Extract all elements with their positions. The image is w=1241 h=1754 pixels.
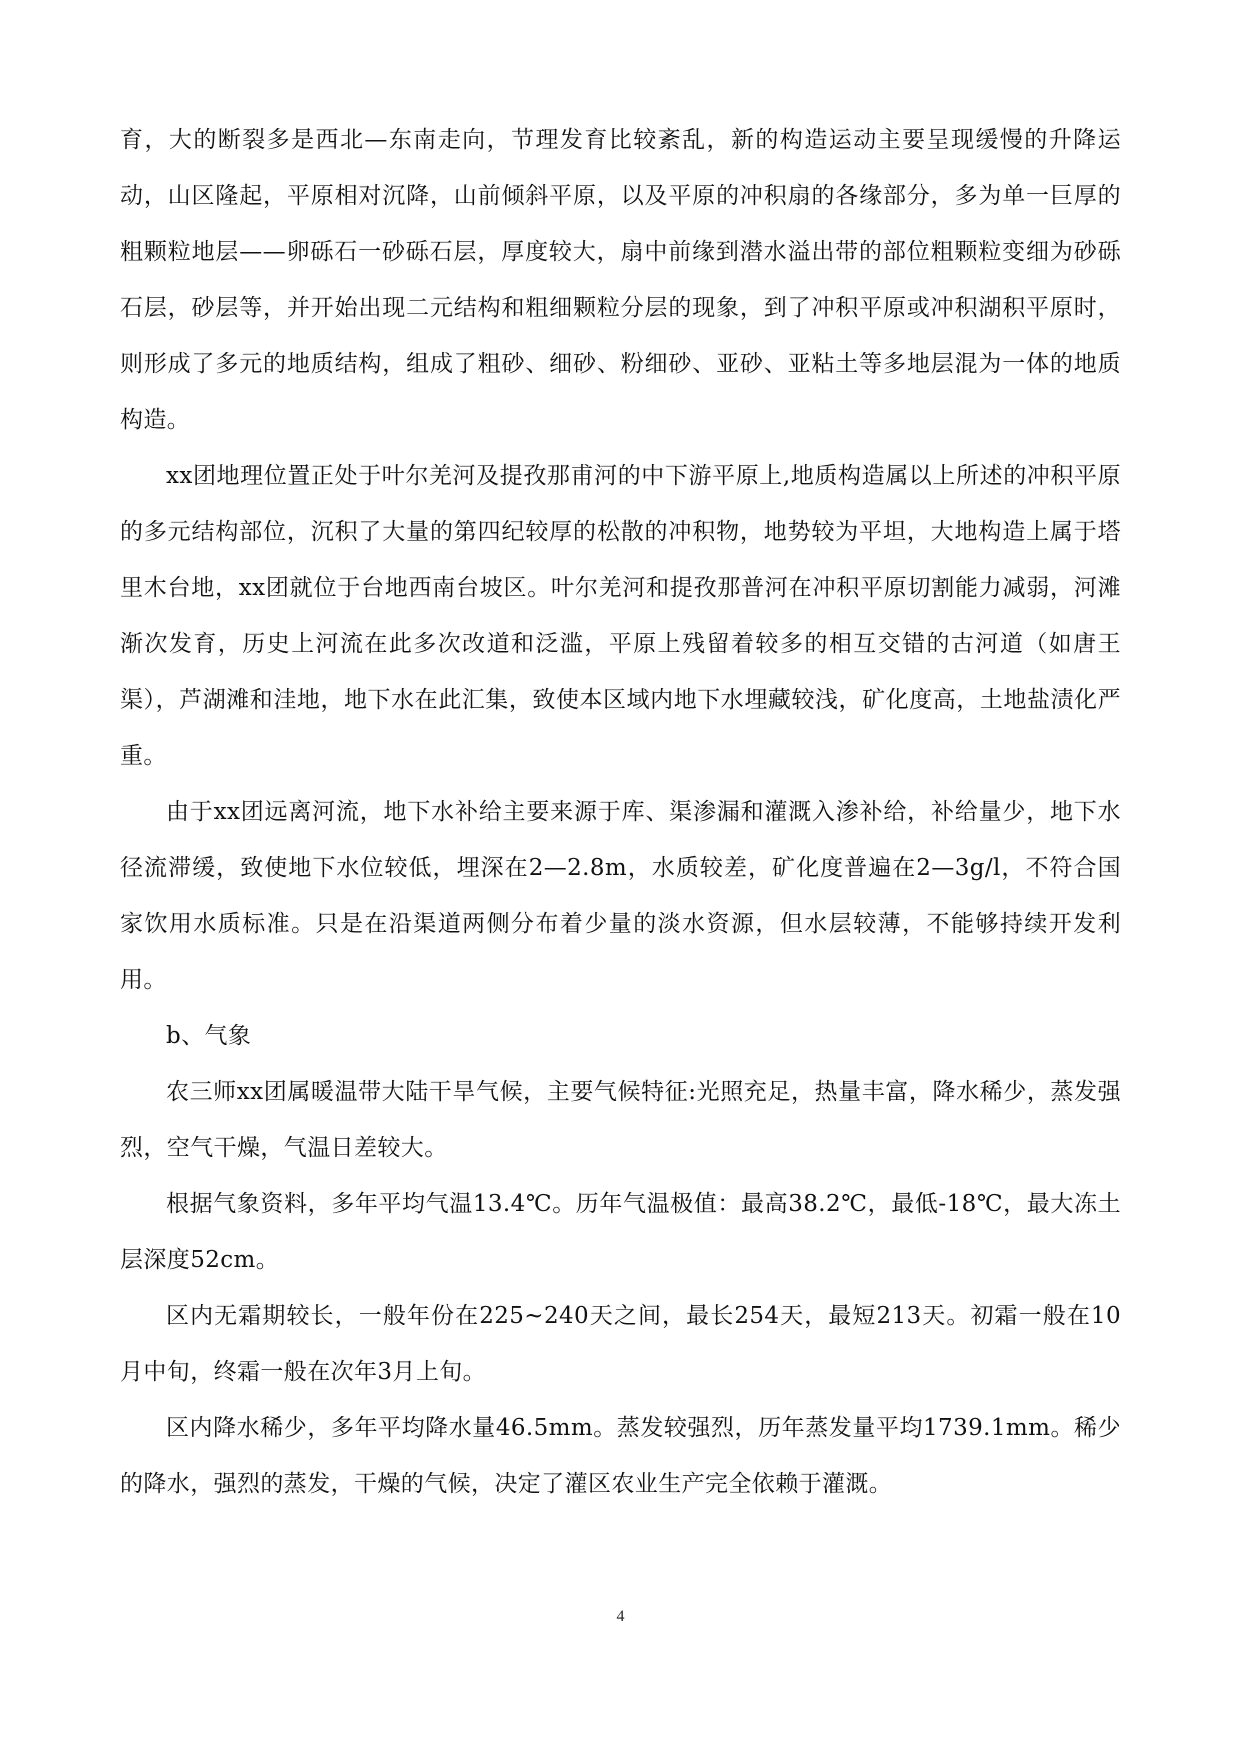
page-number: 4 <box>616 1608 625 1625</box>
paragraph-groundwater: 由于xx团远离河流，地下水补给主要来源于库、渠渗漏和灌溉入渗补给，补给量少，地下水径流滞缓，致使地下水位较低，埋深在2—2.8m，水质较差，矿化度普遍在2—3g/l，不符合国家饮用水质标准。只是在沿渠道两侧分布着少量的淡水资源，但水层较薄，不能够持续开发利用。 <box>120 799 1121 993</box>
paragraph-temperature: 根据气象资料，多年平均气温13.4℃。历年气温极值：最高38.2℃，最低-18℃，最大冻土层深度52cm。 <box>120 1191 1121 1273</box>
paragraph-regiment-location: xx团地理位置正处于叶尔羌河及提孜那甫河的中下游平原上,地质构造属以上所述的冲积平原的多元结构部位，沉积了大量的第四纪较厚的松散的冲积物，地势较为平坦，大地构造上属于塔里木台地，xx团就位于台地西南台坡区。叶尔羌河和提孜那普河在冲积平原切割能力减弱，河滩渐次发育，历史上河流在此多次改道和泛滥，平原上残留着较多的相互交错的古河道（如唐王渠），芦湖滩和洼地，地下水在此汇集，致使本区域内地下水埋藏较浅，矿化度高，土地盐渍化严重。 <box>120 463 1121 769</box>
paragraph-climate: 农三师xx团属暖温带大陆干旱气候，主要气候特征:光照充足，热量丰富，降水稀少，蒸发强烈，空气干燥，气温日差较大。 <box>120 1079 1121 1161</box>
paragraph-frost-free-period: 区内无霜期较长，一般年份在225~240天之间，最长254天，最短213天。初霜一般在10月中旬，终霜一般在次年3月上旬。 <box>120 1303 1121 1385</box>
document-body <box>120 112 1121 1512</box>
paragraph-geology-structure: 育，大的断裂多是西北—东南走向，节理发育比较紊乱，新的构造运动主要呈现缓慢的升降运动，山区隆起，平原相对沉降，山前倾斜平原，以及平原的冲积扇的各缘部分，多为单一巨厚的粗颗粒地层——卵砾石一砂砾石层，厚度较大，扇中前缘到潜水溢出带的部位粗颗粒变细为砂砾石层，砂层等，并开始出现二元结构和粗细颗粒分层的现象，到了冲积平原或冲积湖积平原时，则形成了多元的地质结构，组成了粗砂、细砂、粉细砂、亚砂、亚粘土等多地层混为一体的地质构造。 <box>120 127 1121 433</box>
paragraph-precipitation: 区内降水稀少，多年平均降水量46.5mm。蒸发较强烈，历年蒸发量平均1739.1mm。稀少的降水，强烈的蒸发，干燥的气候，决定了灌区农业生产完全依赖于灌溉。 <box>120 1415 1121 1497</box>
section-heading-meteorology: b、气象 <box>166 1023 252 1049</box>
